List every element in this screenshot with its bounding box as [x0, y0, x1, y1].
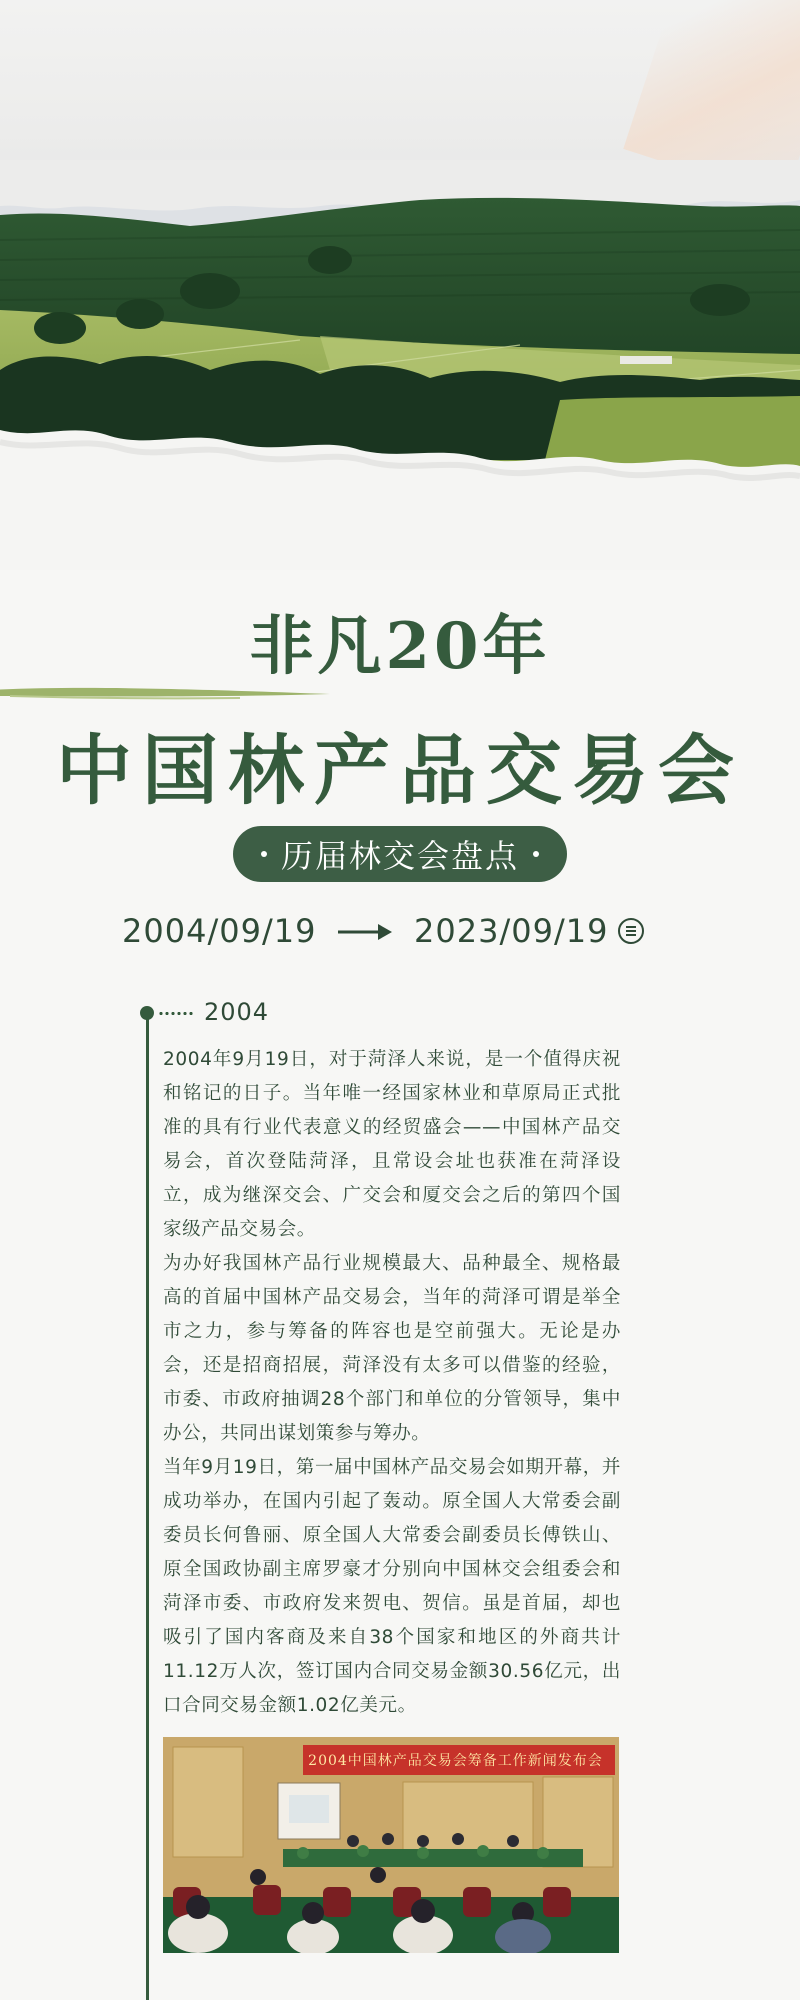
forest-landscape-image: [0, 160, 800, 570]
pill-dot-left: [261, 851, 267, 857]
paragraph: 2004年9月19日，对于菏泽人来说，是一个值得庆祝和铭记的日子。当年唯一经国家林业和草原局正式批准的具有行业代表意义的经贸盛会——中国林产品交易会，首次登陆菏泽，且常设会址也获准在菏泽设立，成为继深交会、广交会和厦交会之后的第四个国家级产品交易会。: [163, 1049, 621, 1240]
paragraph: 当年9月19日，第一届中国林产品交易会如期开幕，并成功举办，在国内引起了轰动。原全国人大常委会副委员长何鲁丽、原全国人大常委会副委员长傅铁山、原全国政协副主席罗豪才分别向中国林交会组委会和菏泽市委、市政府发来贺电、贺信。虽是首届，却也吸引了国内客商及来自38个国家和地区的外商共计11.12万人次，签订国内合同交易金额30.56亿元，出口合同交易金额1.02亿美元。: [163, 1457, 621, 1716]
date-start: 2004/09/19: [122, 912, 317, 950]
timeline-connector-dots: [158, 1012, 194, 1015]
photo-banner-caption: 2004中国林产品交易会筹备工作新闻发布会: [308, 1753, 603, 1769]
brush-stroke-decoration: [0, 682, 330, 700]
press-conference-photo: [163, 1737, 619, 1953]
date-range: [122, 912, 682, 958]
timeline-year: 2004: [204, 998, 270, 1026]
timeline-line: [146, 1012, 149, 2000]
arrow-right-icon: [336, 920, 394, 944]
date-end: 2023/09/19: [414, 912, 609, 950]
title-line2: 中国林产品交易会: [56, 726, 744, 815]
menu-icon[interactable]: [618, 918, 644, 944]
timeline-dot: [140, 1006, 154, 1020]
timeline-entry-text: [163, 1043, 621, 1723]
pill-dot-right: [533, 851, 539, 857]
subtitle-pill: [233, 826, 567, 882]
title-line1: 非凡20年: [249, 609, 551, 684]
paragraph: 为办好我国林产品行业规模最大、品种最全、规格最高的首届中国林产品交易会，当年的菏泽可谓是举全市之力，参与筹备的阵容也是空前强大。无论是办会，还是招商招展，菏泽没有太多可以借鉴的经验，市委、市政府抽调28个部门和单位的分管领导，集中办公，共同出谋划策参与筹办。: [163, 1253, 621, 1444]
subtitle-pill-label: 历届林交会盘点: [280, 837, 519, 875]
